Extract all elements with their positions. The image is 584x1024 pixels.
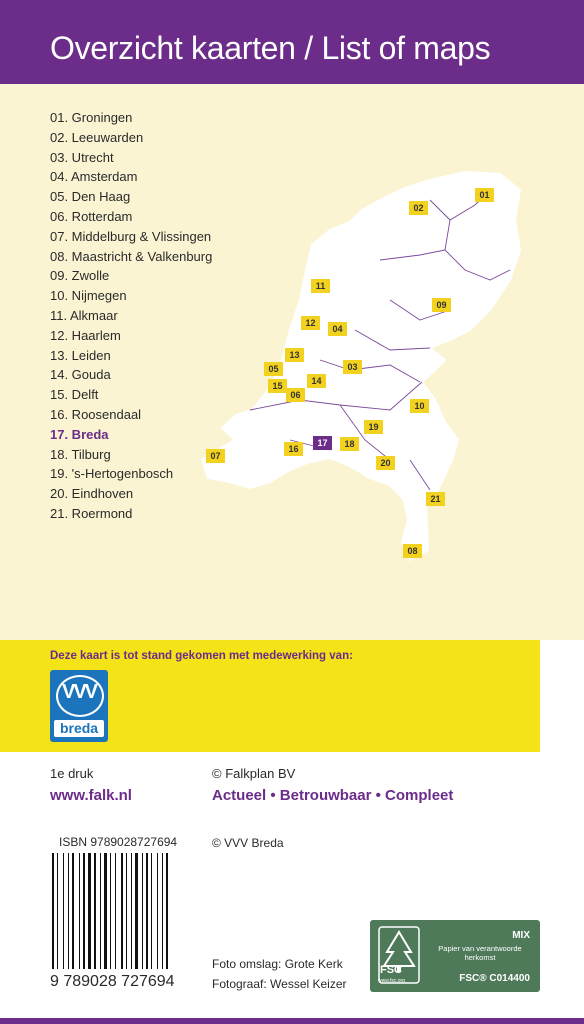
fsc-mix: MIX	[512, 930, 530, 941]
map-marker-06: 06	[286, 388, 305, 402]
fsc-description: Papier van verantwoorde herkomst	[438, 944, 522, 962]
edition-text: 1e druk	[50, 766, 94, 781]
map-marker-20: 20	[376, 456, 395, 470]
vvv-logo-subtext: breda	[54, 720, 104, 737]
bottom-bar	[0, 1018, 584, 1024]
fsc-code: FSC® C014400	[459, 973, 530, 984]
barcode-bars	[50, 853, 202, 969]
map-marker-19: 19	[364, 420, 383, 434]
map-marker-18: 18	[340, 437, 359, 451]
fsc-label: FSC	[380, 964, 402, 976]
vvv-copyright: © VVV Breda	[212, 836, 284, 850]
map-list-item: 09. Zwolle	[50, 268, 110, 284]
map-marker-01: 01	[475, 188, 494, 202]
map-marker-04: 04	[328, 322, 347, 336]
map-list-item: 20. Eindhoven	[50, 486, 134, 502]
fsc-badge	[370, 920, 540, 992]
map-list-item: 02. Leeuwarden	[50, 129, 144, 145]
map-marker-08: 08	[403, 544, 422, 558]
tagline-text: Actueel • Betrouwbaar • Compleet	[212, 787, 454, 804]
website-link[interactable]: www.falk.nl	[50, 787, 132, 804]
map-list-item: 11. Alkmaar	[50, 307, 118, 323]
map-marker-03: 03	[343, 360, 362, 374]
credit-band	[0, 640, 540, 752]
map-marker-17: 17	[313, 436, 332, 450]
map-marker-10: 10	[410, 399, 429, 413]
publisher-text: © Falkplan BV	[212, 766, 296, 781]
map-marker-15: 15	[268, 379, 287, 393]
map-marker-09: 09	[432, 298, 451, 312]
map-list-item: 12. Haarlem	[50, 327, 121, 343]
netherlands-map	[190, 160, 540, 580]
map-list-item: 05. Den Haag	[50, 189, 131, 205]
map-list-item: 17. Breda	[50, 426, 109, 442]
map-list-item: 19. 's-Hertogenbosch	[50, 466, 174, 482]
map-list	[50, 108, 212, 524]
photographer-credit: Fotograaf: Wessel Keizer	[212, 977, 347, 991]
map-list-item: 10. Nijmegen	[50, 288, 127, 304]
barcode-number: 9 789028 727694	[50, 973, 175, 990]
barcode	[50, 835, 202, 990]
map-list-item: 14. Gouda	[50, 367, 111, 383]
map-list-item: 15. Delft	[50, 387, 99, 403]
map-list-item: 16. Roosendaal	[50, 406, 142, 422]
map-marker-11: 11	[311, 279, 330, 293]
map-list-item: 06. Rotterdam	[50, 208, 133, 224]
isbn-text: ISBN 9789028727694	[59, 835, 178, 849]
page-title: Overzicht kaarten / List of maps	[50, 30, 491, 66]
vvv-breda-logo	[50, 670, 108, 742]
map-marker-13: 13	[285, 348, 304, 362]
map-list-item: 03. Utrecht	[50, 149, 114, 165]
photo-credit: Foto omslag: Grote Kerk	[212, 957, 343, 971]
map-marker-14: 14	[307, 374, 326, 388]
map-list-item: 13. Leiden	[50, 347, 111, 363]
header-bar	[0, 0, 584, 84]
map-list-item: 08. Maastricht & Valkenburg	[50, 248, 213, 264]
map-list-item: 04. Amsterdam	[50, 169, 138, 185]
credit-text: Deze kaart is tot stand gekomen met medewerking van:	[50, 650, 353, 662]
map-marker-16: 16	[284, 442, 303, 456]
map-marker-07: 07	[206, 449, 225, 463]
fsc-site: www.fsc.org	[378, 978, 405, 984]
map-list-item: 07. Middelburg & Vlissingen	[50, 228, 212, 244]
map-marker-12: 12	[301, 316, 320, 330]
map-list-item: 01. Groningen	[50, 110, 133, 125]
map-list-item: 21. Roermond	[50, 505, 133, 521]
map-list-item: 18. Tilburg	[50, 446, 111, 462]
map-marker-21: 21	[426, 492, 445, 506]
map-marker-05: 05	[264, 362, 283, 376]
vvv-logo-text: VVV	[61, 681, 97, 703]
map-marker-02: 02	[409, 201, 428, 215]
